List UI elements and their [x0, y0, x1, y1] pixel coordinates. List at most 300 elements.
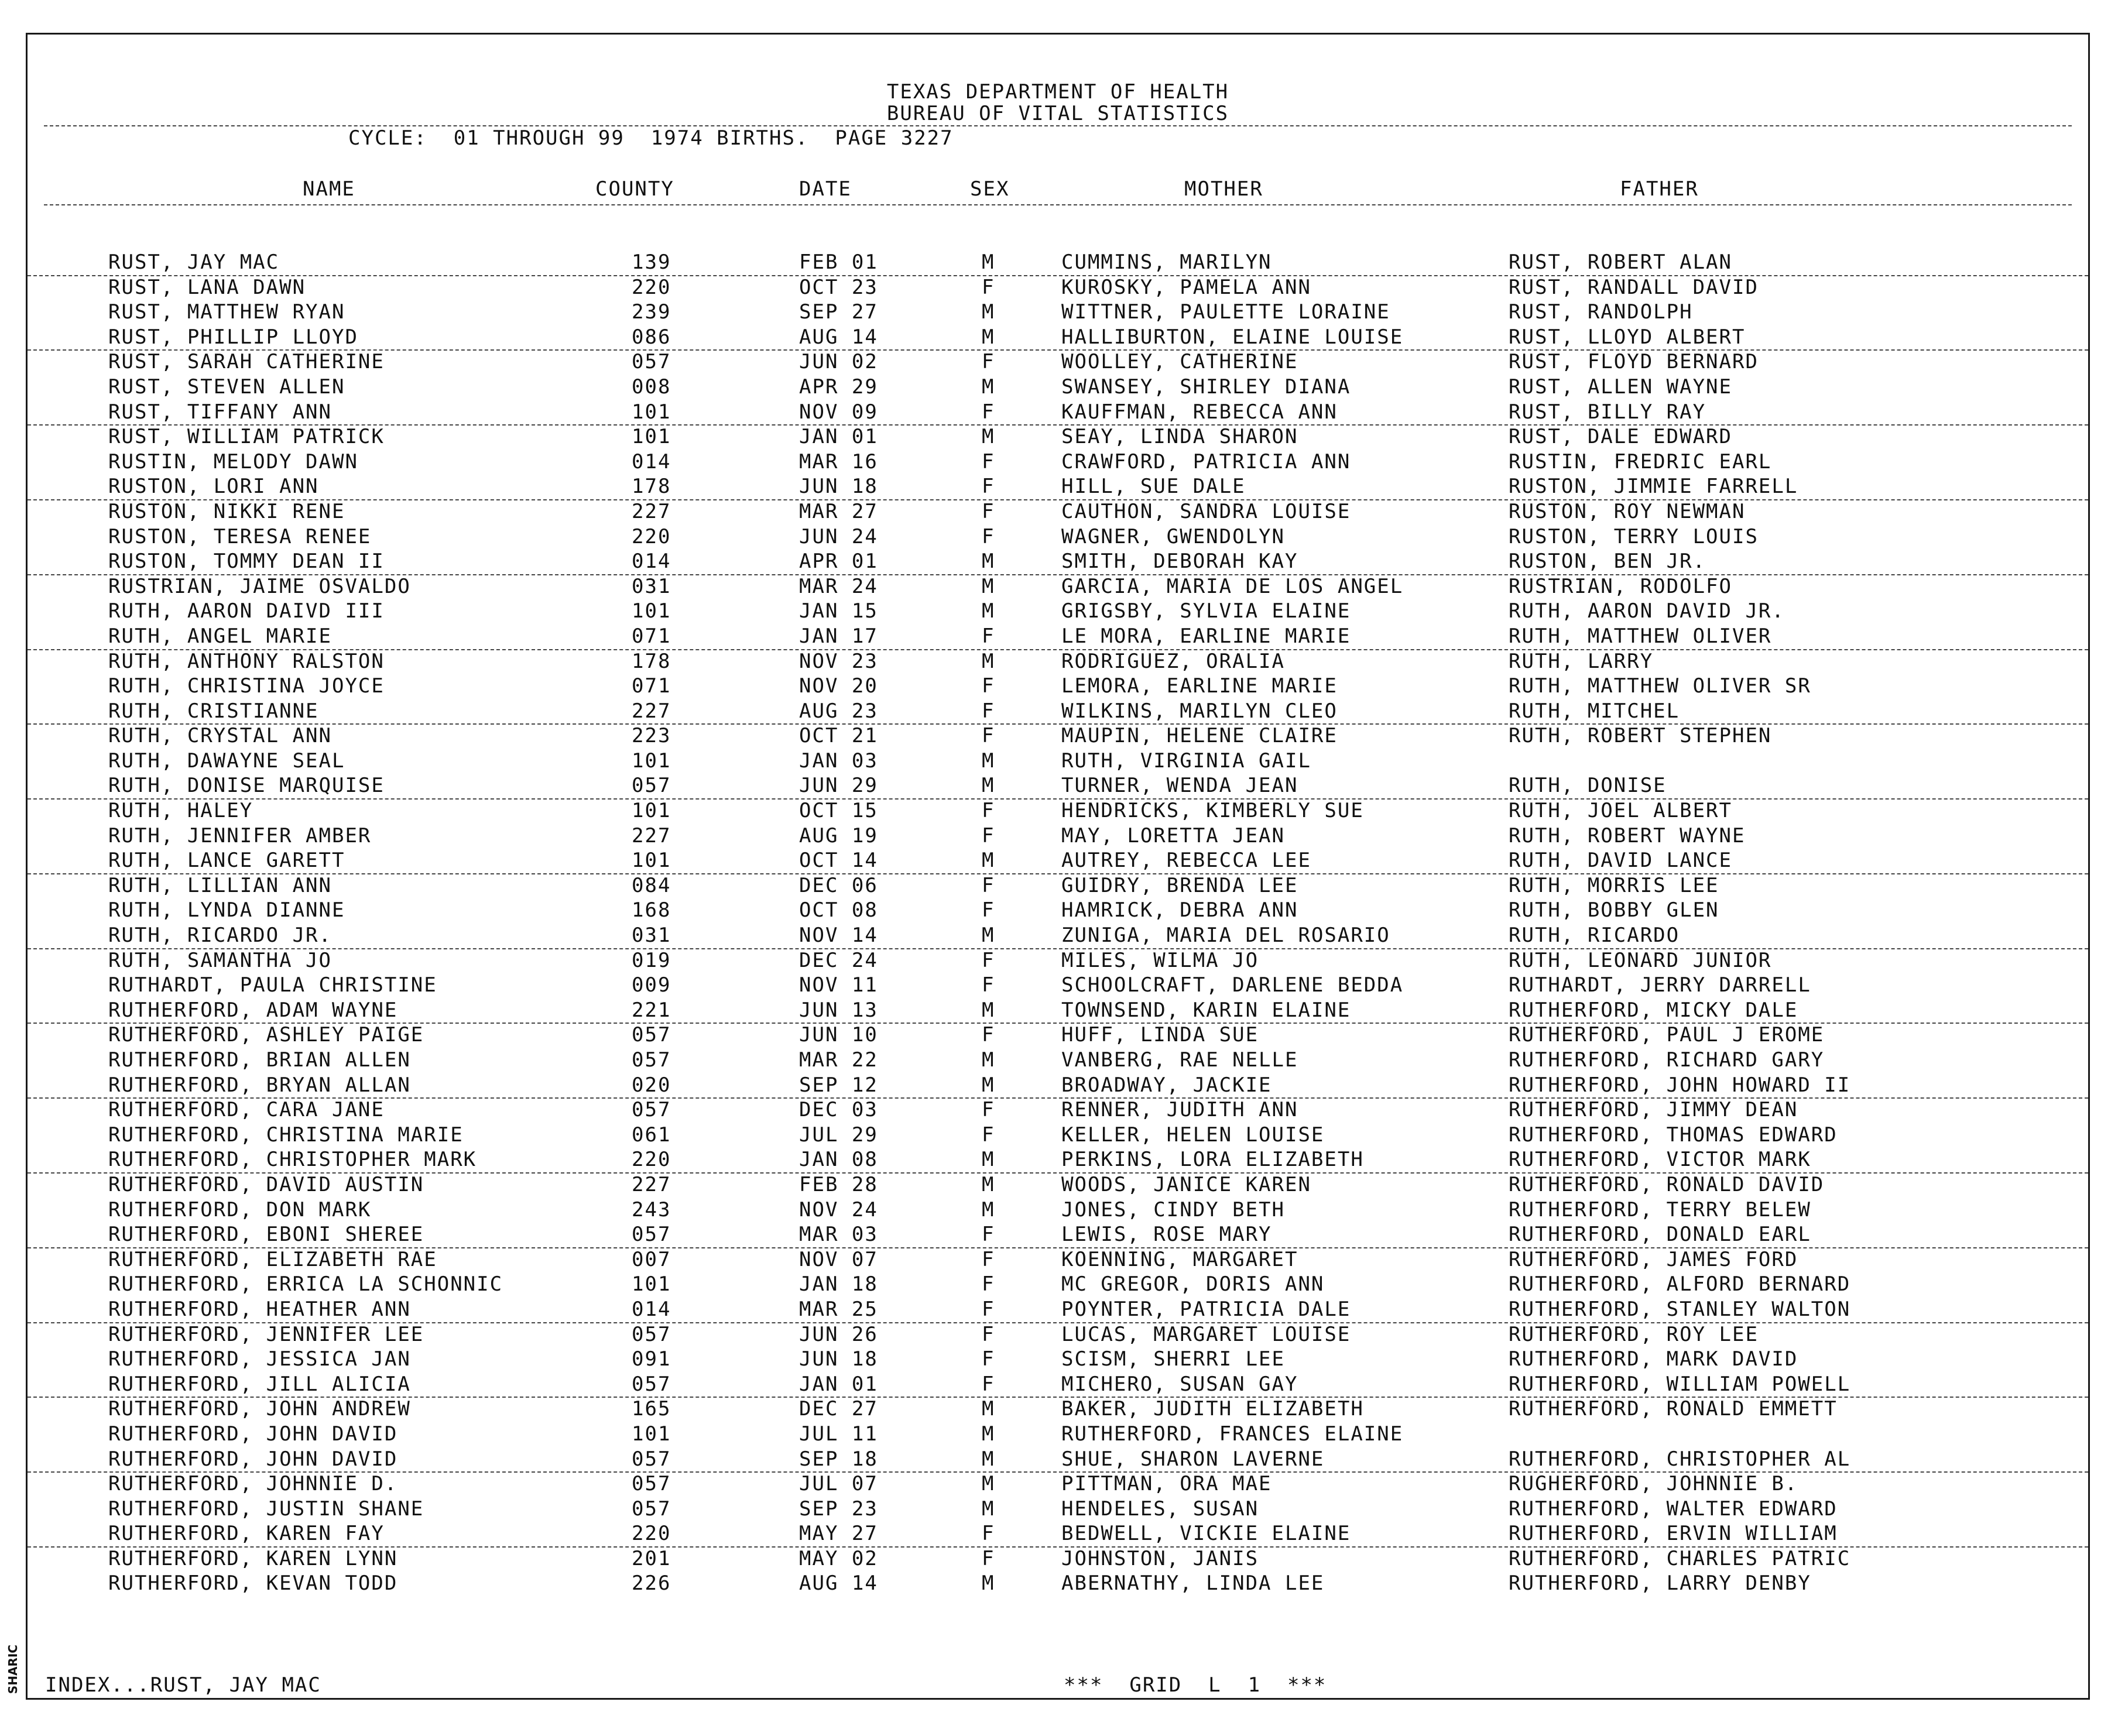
cell-county: 168: [632, 898, 671, 922]
cell-date: AUG 23: [799, 699, 878, 723]
cell-name: RUTH, HALEY: [108, 799, 253, 823]
cell-name: RUTHERFORD, JENNIFER LEE: [108, 1322, 424, 1346]
cell-date: JUN 29: [799, 774, 878, 798]
column-header-sex: SEX: [970, 177, 1010, 201]
cell-date: MAY 02: [799, 1546, 878, 1570]
table-row: [28, 825, 2088, 850]
cell-date: JUN 02: [799, 350, 878, 374]
cell-county: 020: [632, 1073, 671, 1097]
cell-father: RUTH, MATTHEW OLIVER: [1509, 624, 1772, 648]
cell-county: 101: [632, 599, 671, 623]
cell-sex: F: [982, 475, 995, 499]
cell-county: 014: [632, 550, 671, 574]
cell-father: RUTHERFORD, STANLEY WALTON: [1509, 1297, 1851, 1321]
cell-mother: HILL, SUE DALE: [1061, 475, 1246, 499]
cell-name: RUSTRIAN, JAIME OSVALDO: [108, 574, 411, 598]
cell-sex: M: [982, 1572, 995, 1596]
cell-county: 220: [632, 1522, 671, 1546]
cell-date: JAN 01: [799, 1372, 878, 1396]
cell-mother: GUIDRY, BRENDA LEE: [1061, 873, 1298, 897]
cell-mother: HALLIBURTON, ELAINE LOUISE: [1061, 325, 1404, 349]
table-row: [28, 1049, 2088, 1074]
cell-mother: KELLER, HELEN LOUISE: [1061, 1123, 1325, 1147]
cell-mother: TOWNSEND, KARIN ELAINE: [1061, 998, 1351, 1022]
table-row: [28, 1423, 2088, 1448]
cell-name: RUTHERFORD, CHRISTINA MARIE: [108, 1123, 464, 1147]
table-row: [28, 1448, 2088, 1473]
cell-sex: M: [982, 849, 995, 873]
cell-name: RUTH, CHRISTINA JOYCE: [108, 674, 385, 698]
cell-sex: M: [982, 1148, 995, 1172]
table-row: [28, 625, 2088, 650]
cell-mother: BROADWAY, JACKIE: [1061, 1073, 1272, 1097]
cell-father: RUTH, DAVID LANCE: [1509, 849, 1732, 873]
table-row: [28, 774, 2088, 800]
cell-sex: M: [982, 550, 995, 574]
cell-county: 019: [632, 948, 671, 972]
table-row: [28, 326, 2088, 351]
cell-mother: LEMORA, EARLINE MARIE: [1061, 674, 1338, 698]
cell-mother: RUTHERFORD, FRANCES ELAINE: [1061, 1422, 1404, 1446]
cell-name: RUSTON, TERESA RENEE: [108, 524, 372, 548]
cell-mother: CUMMINS, MARILYN: [1061, 251, 1272, 274]
cell-sex: M: [982, 1172, 995, 1196]
cell-mother: RODRIGUEZ, ORALIA: [1061, 649, 1285, 673]
cell-father: RUSTON, TERRY LOUIS: [1509, 524, 1759, 548]
cell-county: 220: [632, 1148, 671, 1172]
cell-county: 057: [632, 1223, 671, 1247]
table-row: [28, 725, 2088, 750]
cell-sex: F: [982, 350, 995, 374]
table-row: [28, 526, 2088, 551]
cell-father: RUTHERFORD, JAMES FORD: [1509, 1247, 1798, 1271]
cell-date: JAN 18: [799, 1272, 878, 1296]
cell-sex: M: [982, 375, 995, 399]
cell-name: RUTHERFORD, ERRICA LA SCHONNIC: [108, 1272, 503, 1296]
cell-sex: M: [982, 649, 995, 673]
cell-sex: F: [982, 1522, 995, 1546]
cell-father: RUTHARDT, JERRY DARRELL: [1509, 973, 1811, 997]
cell-father: RUTH, LARRY: [1509, 649, 1654, 673]
table-row: [28, 600, 2088, 625]
cell-county: 057: [632, 1447, 671, 1471]
table-row: [28, 475, 2088, 500]
table-row: [28, 849, 2088, 874]
cell-mother: VANBERG, RAE NELLE: [1061, 1048, 1298, 1072]
cell-father: RUTHERFORD, CHARLES PATRIC: [1509, 1546, 1851, 1570]
cell-county: 008: [632, 375, 671, 399]
table-row: [28, 426, 2088, 451]
cell-date: APR 01: [799, 550, 878, 574]
cell-county: 221: [632, 998, 671, 1022]
cell-sex: M: [982, 1048, 995, 1072]
agency-title: TEXAS DEPARTMENT OF HEALTH: [886, 80, 1229, 104]
cell-name: RUST, LANA DAWN: [108, 275, 306, 299]
cell-county: 057: [632, 1098, 671, 1122]
cell-mother: KAUFFMAN, REBECCA ANN: [1061, 400, 1338, 424]
cell-county: 009: [632, 973, 671, 997]
cell-name: RUTHERFORD, CHRISTOPHER MARK: [108, 1148, 477, 1172]
cell-name: RUTHARDT, PAULA CHRISTINE: [108, 973, 437, 997]
cell-name: RUTHERFORD, EBONI SHEREE: [108, 1223, 424, 1247]
cell-mother: WAGNER, GWENDOLYN: [1061, 524, 1285, 548]
table-row: [28, 999, 2088, 1024]
cell-mother: BAKER, JUDITH ELIZABETH: [1061, 1397, 1364, 1421]
cell-sex: F: [982, 799, 995, 823]
cell-sex: M: [982, 251, 995, 274]
cell-mother: WOOLLEY, CATHERINE: [1061, 350, 1298, 374]
cell-sex: F: [982, 1098, 995, 1122]
cell-mother: HAMRICK, DEBRA ANN: [1061, 898, 1298, 922]
cell-mother: SEAY, LINDA SHARON: [1061, 425, 1298, 449]
cell-county: 091: [632, 1347, 671, 1371]
cell-sex: F: [982, 1322, 995, 1346]
cell-father: RUTHERFORD, DONALD EARL: [1509, 1223, 1811, 1247]
cell-date: OCT 23: [799, 275, 878, 299]
cell-date: JAN 03: [799, 749, 878, 773]
cell-father: RUST, LLOYD ALBERT: [1509, 325, 1746, 349]
cell-sex: F: [982, 898, 995, 922]
cell-father: RUTHERFORD, TERRY BELEW: [1509, 1198, 1811, 1222]
cell-sex: F: [982, 1372, 995, 1396]
cell-county: 243: [632, 1198, 671, 1222]
cell-mother: HENDRICKS, KIMBERLY SUE: [1061, 799, 1364, 823]
cell-name: RUST, PHILLIP LLOYD: [108, 325, 358, 349]
cell-sex: M: [982, 1447, 995, 1471]
cell-mother: HUFF, LINDA SUE: [1061, 1023, 1259, 1047]
cell-name: RUTHERFORD, KAREN LYNN: [108, 1546, 398, 1570]
cell-date: DEC 06: [799, 873, 878, 897]
cell-mother: MILES, WILMA JO: [1061, 948, 1259, 972]
cell-date: JUN 24: [799, 524, 878, 548]
cell-name: RUTH, CRYSTAL ANN: [108, 724, 332, 748]
cell-county: 057: [632, 774, 671, 798]
cell-county: 227: [632, 699, 671, 723]
cell-mother: MC GREGOR, DORIS ANN: [1061, 1272, 1325, 1296]
cell-sex: F: [982, 699, 995, 723]
cell-mother: AUTREY, REBECCA LEE: [1061, 849, 1311, 873]
cell-sex: F: [982, 1546, 995, 1570]
table-row: [28, 974, 2088, 999]
cell-name: RUTH, ANGEL MARIE: [108, 624, 332, 648]
cell-date: AUG 19: [799, 824, 878, 848]
cell-sex: M: [982, 924, 995, 948]
cell-mother: ZUNIGA, MARIA DEL ROSARIO: [1061, 924, 1390, 948]
cell-county: 057: [632, 350, 671, 374]
cell-county: 031: [632, 924, 671, 948]
cell-father: RUTHERFORD, ALFORD BERNARD: [1509, 1272, 1851, 1296]
cell-date: JAN 01: [799, 425, 878, 449]
cell-father: RUTHERFORD, ERVIN WILLIAM: [1509, 1522, 1838, 1546]
cell-father: RUTH, DONISE: [1509, 774, 1667, 798]
cell-sex: F: [982, 824, 995, 848]
table-row: [28, 376, 2088, 401]
cell-father: RUST, FLOYD BERNARD: [1509, 350, 1759, 374]
cell-name: RUTHERFORD, KAREN FAY: [108, 1522, 385, 1546]
cell-date: FEB 01: [799, 251, 878, 274]
cell-name: RUSTON, LORI ANN: [108, 475, 319, 499]
cell-father: RUTHERFORD, JOHN HOWARD II: [1509, 1073, 1851, 1097]
cell-sex: F: [982, 1272, 995, 1296]
cell-name: RUTH, LYNDA DIANNE: [108, 898, 345, 922]
cell-father: RUTHERFORD, PAUL J EROME: [1509, 1023, 1825, 1047]
cell-father: RUTHERFORD, THOMAS EDWARD: [1509, 1123, 1838, 1147]
cell-name: RUTHERFORD, JESSICA JAN: [108, 1347, 411, 1371]
table-row: [28, 1199, 2088, 1224]
table-row: [28, 1298, 2088, 1323]
cell-name: RUTHERFORD, KEVAN TODD: [108, 1572, 398, 1596]
cell-county: 014: [632, 450, 671, 474]
cell-father: RUST, BILLY RAY: [1509, 400, 1706, 424]
cell-name: RUST, TIFFANY ANN: [108, 400, 332, 424]
cycle-line: CYCLE: 01 THROUGH 99 1974 BIRTHS. PAGE 3227: [348, 126, 954, 150]
cell-sex: M: [982, 749, 995, 773]
cell-county: 239: [632, 300, 671, 324]
cell-father: RUTHERFORD, RICHARD GARY: [1509, 1048, 1825, 1072]
cell-mother: SWANSEY, SHIRLEY DIANA: [1061, 375, 1351, 399]
table-row: [28, 874, 2088, 900]
table-row: [28, 575, 2088, 601]
cell-mother: POYNTER, PATRICIA DALE: [1061, 1297, 1351, 1321]
cell-name: RUTH, JENNIFER AMBER: [108, 824, 372, 848]
cell-father: RUTHERFORD, RONALD EMMETT: [1509, 1397, 1838, 1421]
cell-county: 031: [632, 574, 671, 598]
table-row: [28, 1148, 2088, 1174]
cell-date: MAY 27: [799, 1522, 878, 1546]
cell-date: NOV 14: [799, 924, 878, 948]
cell-date: NOV 24: [799, 1198, 878, 1222]
cell-date: OCT 15: [799, 799, 878, 823]
cell-county: 057: [632, 1322, 671, 1346]
cell-father: RUTHERFORD, WALTER EDWARD: [1509, 1497, 1838, 1521]
cell-sex: F: [982, 1297, 995, 1321]
cell-mother: SCHOOLCRAFT, DARLENE BEDDA: [1061, 973, 1404, 997]
cell-name: RUTHERFORD, JOHN DAVID: [108, 1422, 398, 1446]
table-row: [28, 276, 2088, 301]
cell-sex: F: [982, 948, 995, 972]
cell-father: RUGHERFORD, JOHNNIE B.: [1509, 1472, 1798, 1496]
cell-date: OCT 21: [799, 724, 878, 748]
cell-sex: F: [982, 1223, 995, 1247]
cell-date: JUN 13: [799, 998, 878, 1022]
table-row: [28, 1174, 2088, 1199]
cell-mother: SMITH, DEBORAH KAY: [1061, 550, 1298, 574]
cell-date: NOV 20: [799, 674, 878, 698]
cell-county: 071: [632, 674, 671, 698]
cell-county: 227: [632, 824, 671, 848]
cell-mother: CRAWFORD, PATRICIA ANN: [1061, 450, 1351, 474]
cell-date: JUN 18: [799, 1347, 878, 1371]
cell-name: RUST, SARAH CATHERINE: [108, 350, 385, 374]
cell-name: RUST, WILLIAM PATRICK: [108, 425, 385, 449]
footer-grid: *** GRID L 1 ***: [1064, 1673, 1327, 1697]
cell-county: 227: [632, 1172, 671, 1196]
column-header-divider: [44, 204, 2072, 205]
cell-father: RUST, ROBERT ALAN: [1509, 251, 1732, 274]
cell-sex: F: [982, 624, 995, 648]
table-row: [28, 500, 2088, 526]
cell-sex: M: [982, 325, 995, 349]
table-row: [28, 451, 2088, 476]
cell-mother: RUTH, VIRGINIA GAIL: [1061, 749, 1311, 773]
cell-county: 139: [632, 251, 671, 274]
cell-mother: ABERNATHY, LINDA LEE: [1061, 1572, 1325, 1596]
cell-father: RUST, RANDALL DAVID: [1509, 275, 1759, 299]
cell-date: DEC 03: [799, 1098, 878, 1122]
cell-county: 220: [632, 275, 671, 299]
column-header-date: DATE: [799, 177, 852, 201]
cell-sex: F: [982, 724, 995, 748]
cell-father: RUTHERFORD, LARRY DENBY: [1509, 1572, 1811, 1596]
cell-date: SEP 27: [799, 300, 878, 324]
cell-county: 227: [632, 499, 671, 523]
cell-name: RUTH, ANTHONY RALSTON: [108, 649, 385, 673]
cell-county: 057: [632, 1023, 671, 1047]
cell-mother: MICHERO, SUSAN GAY: [1061, 1372, 1298, 1396]
table-row: [28, 1248, 2088, 1274]
cell-mother: PITTMAN, ORA MAE: [1061, 1472, 1272, 1496]
cell-county: 178: [632, 475, 671, 499]
column-header-mother: MOTHER: [1184, 177, 1263, 201]
cell-name: RUTHERFORD, JOHN ANDREW: [108, 1397, 411, 1421]
cell-name: RUTH, CRISTIANNE: [108, 699, 319, 723]
table-row: [28, 1522, 2088, 1548]
cell-father: RUSTON, JIMMIE FARRELL: [1509, 475, 1798, 499]
cell-date: AUG 14: [799, 325, 878, 349]
cell-sex: M: [982, 425, 995, 449]
cell-mother: CAUTHON, SANDRA LOUISE: [1061, 499, 1351, 523]
cell-father: RUTHERFORD, WILLIAM POWELL: [1509, 1372, 1851, 1396]
cell-county: 007: [632, 1247, 671, 1271]
table-row: [28, 675, 2088, 700]
table-row: [28, 1348, 2088, 1373]
cell-county: 084: [632, 873, 671, 897]
cell-county: 101: [632, 1272, 671, 1296]
cell-sex: F: [982, 400, 995, 424]
footer-index: INDEX...RUST, JAY MAC: [45, 1673, 321, 1697]
column-header-county: COUNTY: [595, 177, 674, 201]
bureau-title: BUREAU OF VITAL STATISTICS: [886, 102, 1229, 125]
cell-county: 057: [632, 1372, 671, 1396]
side-stamp-text: SHARIC: [6, 1644, 20, 1694]
cell-sex: F: [982, 524, 995, 548]
cell-county: 223: [632, 724, 671, 748]
cell-county: 057: [632, 1048, 671, 1072]
cell-sex: M: [982, 1397, 995, 1421]
cell-name: RUSTON, TOMMY DEAN II: [108, 550, 385, 574]
cell-name: RUTHERFORD, JOHNNIE D.: [108, 1472, 398, 1496]
cell-sex: M: [982, 1422, 995, 1446]
table-row: [28, 1572, 2088, 1597]
cell-mother: WILKINS, MARILYN CLEO: [1061, 699, 1338, 723]
cell-name: RUTHERFORD, HEATHER ANN: [108, 1297, 411, 1321]
table-row: [28, 1099, 2088, 1124]
cell-date: JUN 26: [799, 1322, 878, 1346]
cell-county: 057: [632, 1472, 671, 1496]
table-row: [28, 800, 2088, 825]
cell-county: 226: [632, 1572, 671, 1596]
cell-county: 071: [632, 624, 671, 648]
cell-name: RUTH, DONISE MARQUISE: [108, 774, 385, 798]
table-row: [28, 550, 2088, 575]
cell-father: RUST, DALE EDWARD: [1509, 425, 1732, 449]
cell-father: RUTH, JOEL ALBERT: [1509, 799, 1732, 823]
cell-father: RUTH, RICARDO: [1509, 924, 1680, 948]
cell-mother: SCISM, SHERRI LEE: [1061, 1347, 1285, 1371]
cell-county: 101: [632, 425, 671, 449]
table-row: [28, 1498, 2088, 1523]
cell-father: RUSTON, ROY NEWMAN: [1509, 499, 1746, 523]
cell-sex: F: [982, 1247, 995, 1271]
cell-name: RUTHERFORD, BRYAN ALLAN: [108, 1073, 411, 1097]
column-header-father: FATHER: [1620, 177, 1699, 201]
cell-county: 101: [632, 400, 671, 424]
cell-father: RUTHERFORD, MICKY DALE: [1509, 998, 1798, 1022]
cell-father: RUST, ALLEN WAYNE: [1509, 375, 1732, 399]
table-row: [28, 1323, 2088, 1349]
cell-mother: KUROSKY, PAMELA ANN: [1061, 275, 1311, 299]
table-row: [28, 301, 2088, 326]
cell-father: RUTH, MATTHEW OLIVER SR: [1509, 674, 1811, 698]
table-row: [28, 924, 2088, 949]
cell-date: JUL 29: [799, 1123, 878, 1147]
cell-county: 165: [632, 1397, 671, 1421]
table-row: [28, 1024, 2088, 1049]
cell-mother: SHUE, SHARON LAVERNE: [1061, 1447, 1325, 1471]
cell-sex: F: [982, 873, 995, 897]
cell-county: 086: [632, 325, 671, 349]
cell-sex: F: [982, 450, 995, 474]
cell-mother: WOODS, JANICE KAREN: [1061, 1172, 1311, 1196]
cell-mother: GRIGSBY, SYLVIA ELAINE: [1061, 599, 1351, 623]
cell-name: RUSTON, NIKKI RENE: [108, 499, 345, 523]
cell-date: MAR 03: [799, 1223, 878, 1247]
cell-date: SEP 23: [799, 1497, 878, 1521]
cell-mother: JOHNSTON, JANIS: [1061, 1546, 1259, 1570]
cell-father: RUTHERFORD, CHRISTOPHER AL: [1509, 1447, 1851, 1471]
cell-date: FEB 28: [799, 1172, 878, 1196]
cell-name: RUTH, RICARDO JR.: [108, 924, 332, 948]
cell-sex: F: [982, 1347, 995, 1371]
cell-county: 220: [632, 524, 671, 548]
side-stamp: [2, 1639, 23, 1700]
cell-father: RUSTIN, FREDRIC EARL: [1509, 450, 1772, 474]
cell-sex: F: [982, 973, 995, 997]
table-row: [28, 1548, 2088, 1573]
cell-name: RUTHERFORD, JUSTIN SHANE: [108, 1497, 424, 1521]
cell-date: JAN 15: [799, 599, 878, 623]
cell-name: RUST, MATTHEW RYAN: [108, 300, 345, 324]
table-row: [28, 1398, 2088, 1423]
cell-mother: RENNER, JUDITH ANN: [1061, 1098, 1298, 1122]
cell-sex: M: [982, 599, 995, 623]
cell-date: NOV 23: [799, 649, 878, 673]
cell-name: RUTH, SAMANTHA JO: [108, 948, 332, 972]
cell-mother: MAUPIN, HELENE CLAIRE: [1061, 724, 1338, 748]
table-row: [28, 700, 2088, 725]
cell-name: RUTHERFORD, CARA JANE: [108, 1098, 385, 1122]
cell-date: NOV 09: [799, 400, 878, 424]
cell-name: RUTHERFORD, JOHN DAVID: [108, 1447, 398, 1471]
cell-county: 178: [632, 649, 671, 673]
table-row: [28, 650, 2088, 675]
cell-date: MAR 16: [799, 450, 878, 474]
cell-name: RUTH, LANCE GARETT: [108, 849, 345, 873]
cell-name: RUST, STEVEN ALLEN: [108, 375, 345, 399]
table-row: [28, 401, 2088, 426]
cell-father: RUTH, MORRIS LEE: [1509, 873, 1719, 897]
cell-date: MAR 22: [799, 1048, 878, 1072]
